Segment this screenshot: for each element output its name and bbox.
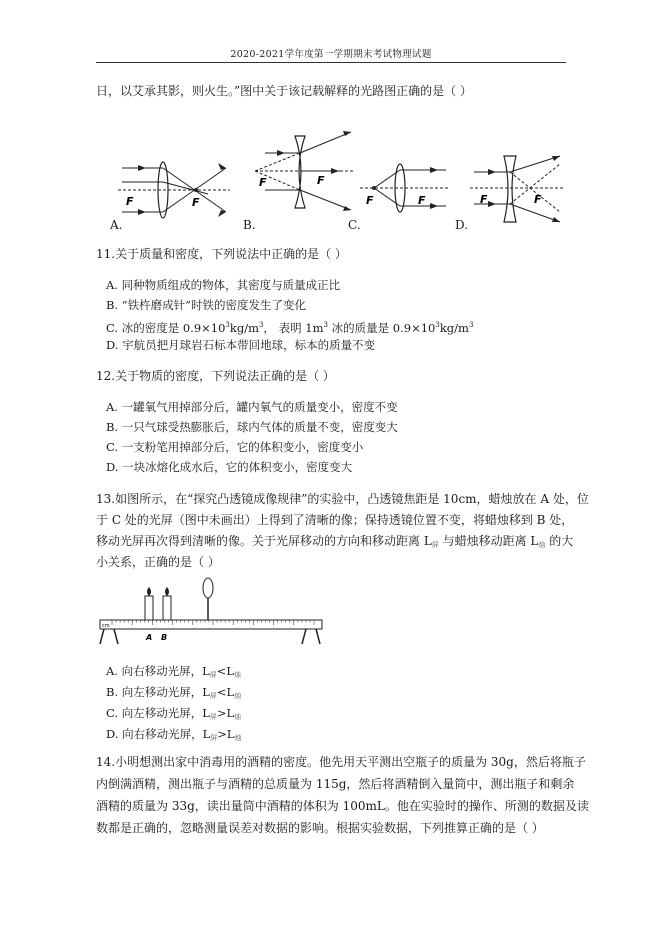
optical-bench-diagram bbox=[98, 576, 328, 648]
bench-lens bbox=[203, 578, 213, 598]
q13-line-1: 13.如图所示，在“探究凸透镜成像规律”的实验中，凸透镜焦距是 10cm，蜡烛放在 A 处，位 bbox=[96, 492, 589, 506]
q14-line-4: 数都是正确的，忽略测量误差对数据的影响。根据实验数据，下列推算正确的是（ ） bbox=[96, 821, 544, 835]
q11-option-d: D. 宇航员把月球岩石标本带回地球，标本的质量不变 bbox=[106, 338, 376, 352]
q11-stem: 11.关于质量和密度，下列说法中正确的是（ ） bbox=[96, 247, 347, 261]
q14-line-1: 14.小明想测出家中消毒用的酒精的密度。他先用天平测出空瓶子的质量为 30g，然后将瓶子 bbox=[96, 755, 586, 769]
q13-option-c: C. 向左移动光屏，L屏>L烛 bbox=[106, 706, 242, 721]
q11-option-b: B. “铁杵磨成针”时铁的密度发生了变化 bbox=[106, 298, 307, 312]
q10d-focal-right: F bbox=[534, 193, 542, 206]
q13-line-4: 小关系，正确的是（ ） bbox=[96, 555, 220, 569]
q10c-focal-left: F bbox=[366, 194, 374, 207]
q10-label-b: B. bbox=[243, 218, 256, 232]
q10d-focal-left: F bbox=[480, 193, 488, 206]
q13-line-2: 于 C 处的光屏（图中未画出）上得到了清晰的像；保持透镜位置不变，将蜡烛移到 B 处， bbox=[96, 513, 574, 527]
q12-option-d: D. 一块冰熔化成水后，它的体积变小，密度变大 bbox=[106, 460, 353, 474]
q12-option-a: A. 一罐氧气用掉部分后，罐内氧气的质量变小，密度不变 bbox=[106, 400, 398, 414]
svg-text:cm: cm bbox=[102, 623, 110, 629]
q12-stem: 12.关于物质的密度，下列说法正确的是（ ） bbox=[96, 369, 335, 383]
q10b-focal-left: F bbox=[259, 176, 267, 189]
bench-rail bbox=[100, 620, 322, 629]
q14-line-2: 内倒满酒精，测出瓶子与酒精的总质量为 115g，然后将酒精倒入量筒中，测出瓶子和剩余 bbox=[96, 777, 575, 791]
q10-diagram-c bbox=[360, 160, 450, 220]
q10b-focal-right: F bbox=[317, 174, 325, 187]
q11-option-a: A. 同种物质组成的物体，其密度与质量成正比 bbox=[106, 278, 341, 292]
q14-line-3: 酒精的质量为 33g，读出量筒中酒精的体积为 100mL。他在实验时的操作、所测的数据及读 bbox=[96, 799, 589, 813]
q10-label-c: C. bbox=[348, 218, 361, 232]
q10-label-a: A. bbox=[110, 218, 123, 232]
q13-option-a: A. 向右移动光屏，L屏<L烛 bbox=[106, 664, 242, 679]
q10-diagram-a bbox=[118, 140, 233, 220]
q10-diagram-d bbox=[470, 152, 565, 227]
q11-option-c: C. 冰的密度是 $0.9\times 10^3kg/m^3$， 表明 $1m^3$ 冰的质量是 $0.9\times 10^3kg/m^3$ bbox=[106, 320, 474, 335]
bench-label-a: A bbox=[146, 633, 153, 642]
q10-label-d: D. bbox=[455, 218, 469, 232]
candle-a bbox=[145, 596, 153, 620]
candle-b bbox=[163, 596, 171, 620]
q10a-focal-left: F bbox=[126, 195, 134, 208]
q13-option-b: B. 向左移动光屏，L屏<L烛 bbox=[106, 685, 242, 700]
page-header: 2020-2021学年度第一学期期末考试物理试题 bbox=[230, 49, 432, 60]
q12-option-c: C. 一支粉笔用掉部分后，它的体积变小，密度变小 bbox=[106, 440, 364, 454]
q10a-focal-right: F bbox=[192, 196, 200, 209]
q10-diagram-b bbox=[255, 118, 355, 223]
q13-option-d: D. 向右移动光屏，L屏>L烛 bbox=[106, 727, 242, 742]
q10-text: 日，以艾承其影，则火生。”图中关于该记载解释的光路图正确的是（ ） bbox=[96, 84, 472, 98]
q10c-focal-right: F bbox=[418, 194, 426, 207]
q12-option-b: B. 一只气球受热膨胀后，球内气体的质量不变，密度变大 bbox=[106, 420, 398, 434]
q13-line-3: 移动光屏再次得到清晰的像。关于光屏移动的方向和移动距离 L屏 与蜡烛移动距离 L烛 的大 bbox=[96, 534, 574, 549]
bench-label-b: B bbox=[161, 633, 168, 642]
header-rule bbox=[96, 62, 566, 63]
